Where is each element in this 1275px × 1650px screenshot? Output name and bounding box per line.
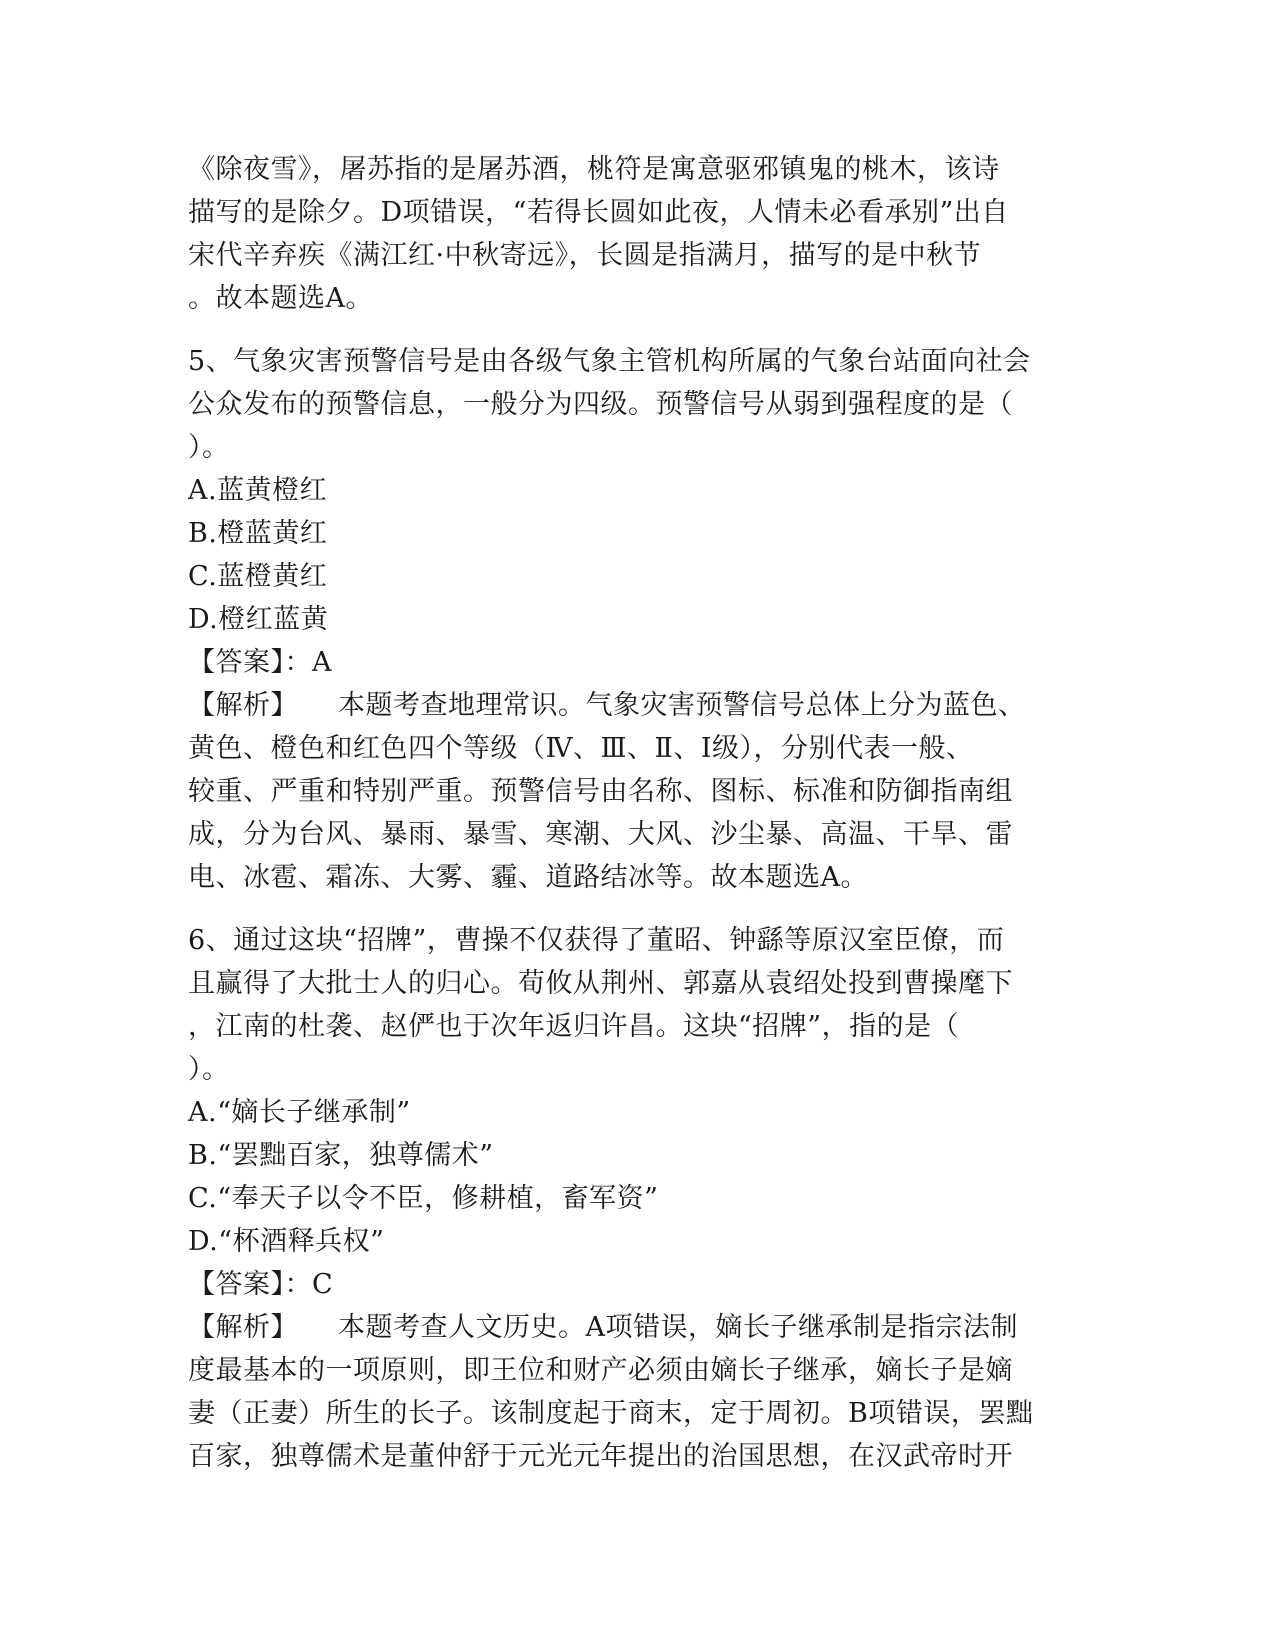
analysis-label: 【解析】 [188, 1312, 298, 1343]
text-line: 描写的是除夕。D项错误，“若得长圆如此夜，人情未必看承别”出自 [188, 197, 1009, 228]
question-6-analysis [188, 1306, 1088, 1478]
analysis-line: 电、冰雹、霜冻、大雾、霾、道路结冰等。故本题选A。 [188, 862, 868, 893]
option-c: C.蓝橙黄红 [188, 561, 328, 592]
analysis-text: 本题考查人文历史。A项错误，嫡长子继承制是指宗法制 [338, 1312, 1018, 1343]
spacer [188, 899, 1088, 919]
analysis-line: 黄色、橙色和红色四个等级（Ⅳ、Ⅲ、Ⅱ、Ⅰ级），分别代表一般、 [188, 733, 974, 764]
text-line: 。故本题选A。 [188, 283, 373, 314]
stem-line: ）。 [188, 1054, 230, 1085]
analysis-line: 妻（正妻）所生的长子。该制度起于商末，定于周初。B项错误，罢黜 [188, 1398, 1034, 1429]
stem-line: 5、气象灾害预警信号是由各级气象主管机构所属的气象台站面向社会 [188, 346, 1031, 377]
spacer [188, 320, 1088, 340]
option-a: A.蓝黄橙红 [188, 475, 328, 506]
document-page [188, 148, 1088, 1478]
question-5-answer: 【答案】：A [188, 647, 332, 678]
option-d: D.橙红蓝黄 [188, 604, 329, 635]
previous-analysis-continuation [188, 148, 1088, 320]
option-c: C.“奉天子以令不臣，修耕植，畜军资” [188, 1183, 659, 1214]
option-b: B.橙蓝黄红 [188, 518, 328, 549]
stem-line: 6、通过这块“招牌”，曹操不仅获得了董昭、钟繇等原汉室臣僚，而 [188, 925, 1005, 956]
question-6 [188, 919, 1088, 1478]
option-b: B.“罢黜百家，独尊儒术” [188, 1140, 494, 1171]
question-5 [188, 340, 1088, 899]
question-5-options [188, 469, 1088, 641]
analysis-line: 较重、严重和特别严重。预警信号由名称、图标、标准和防御指南组 [188, 776, 1013, 807]
question-6-stem [188, 919, 1088, 1091]
analysis-line: 百家，独尊儒术是董仲舒于元光元年提出的治国思想，在汉武帝时开 [188, 1441, 1013, 1472]
stem-line: ）。 [188, 432, 230, 463]
stem-line: 且赢得了大批士人的归心。荀攸从荆州、郭嘉从袁绍处投到曹操麾下 [188, 968, 1013, 999]
analysis-label: 【解析】 [188, 690, 298, 721]
stem-line: 公众发布的预警信息，一般分为四级。预警信号从弱到强程度的是（ [188, 389, 1013, 420]
text-line: 宋代辛弃疾《满江红·中秋寄远》，长圆是指满月，描写的是中秋节 [188, 240, 982, 271]
stem-line: ，江南的杜袭、赵俨也于次年返归许昌。这块“招牌”，指的是（ [188, 1011, 960, 1042]
question-5-analysis [188, 684, 1088, 899]
analysis-first-line [188, 684, 1088, 727]
question-6-options [188, 1091, 1088, 1263]
analysis-line: 度最基本的一项原则，即王位和财产必须由嫡长子继承，嫡长子是嫡 [188, 1355, 1013, 1386]
analysis-text: 本题考查地理常识。气象灾害预警信号总体上分为蓝色、 [338, 690, 1026, 721]
text-line: 《除夜雪》，屠苏指的是屠苏酒，桃符是寓意驱邪镇鬼的桃木，该诗 [188, 154, 1000, 185]
question-6-answer: 【答案】：C [188, 1269, 334, 1300]
analysis-line: 成，分为台风、暴雨、暴雪、寒潮、大风、沙尘暴、高温、干旱、雷 [188, 819, 1013, 850]
option-a: A.“嫡长子继承制” [188, 1097, 411, 1128]
option-d: D.“杯酒释兵权” [188, 1226, 385, 1257]
question-5-stem [188, 340, 1088, 469]
analysis-first-line [188, 1306, 1088, 1349]
